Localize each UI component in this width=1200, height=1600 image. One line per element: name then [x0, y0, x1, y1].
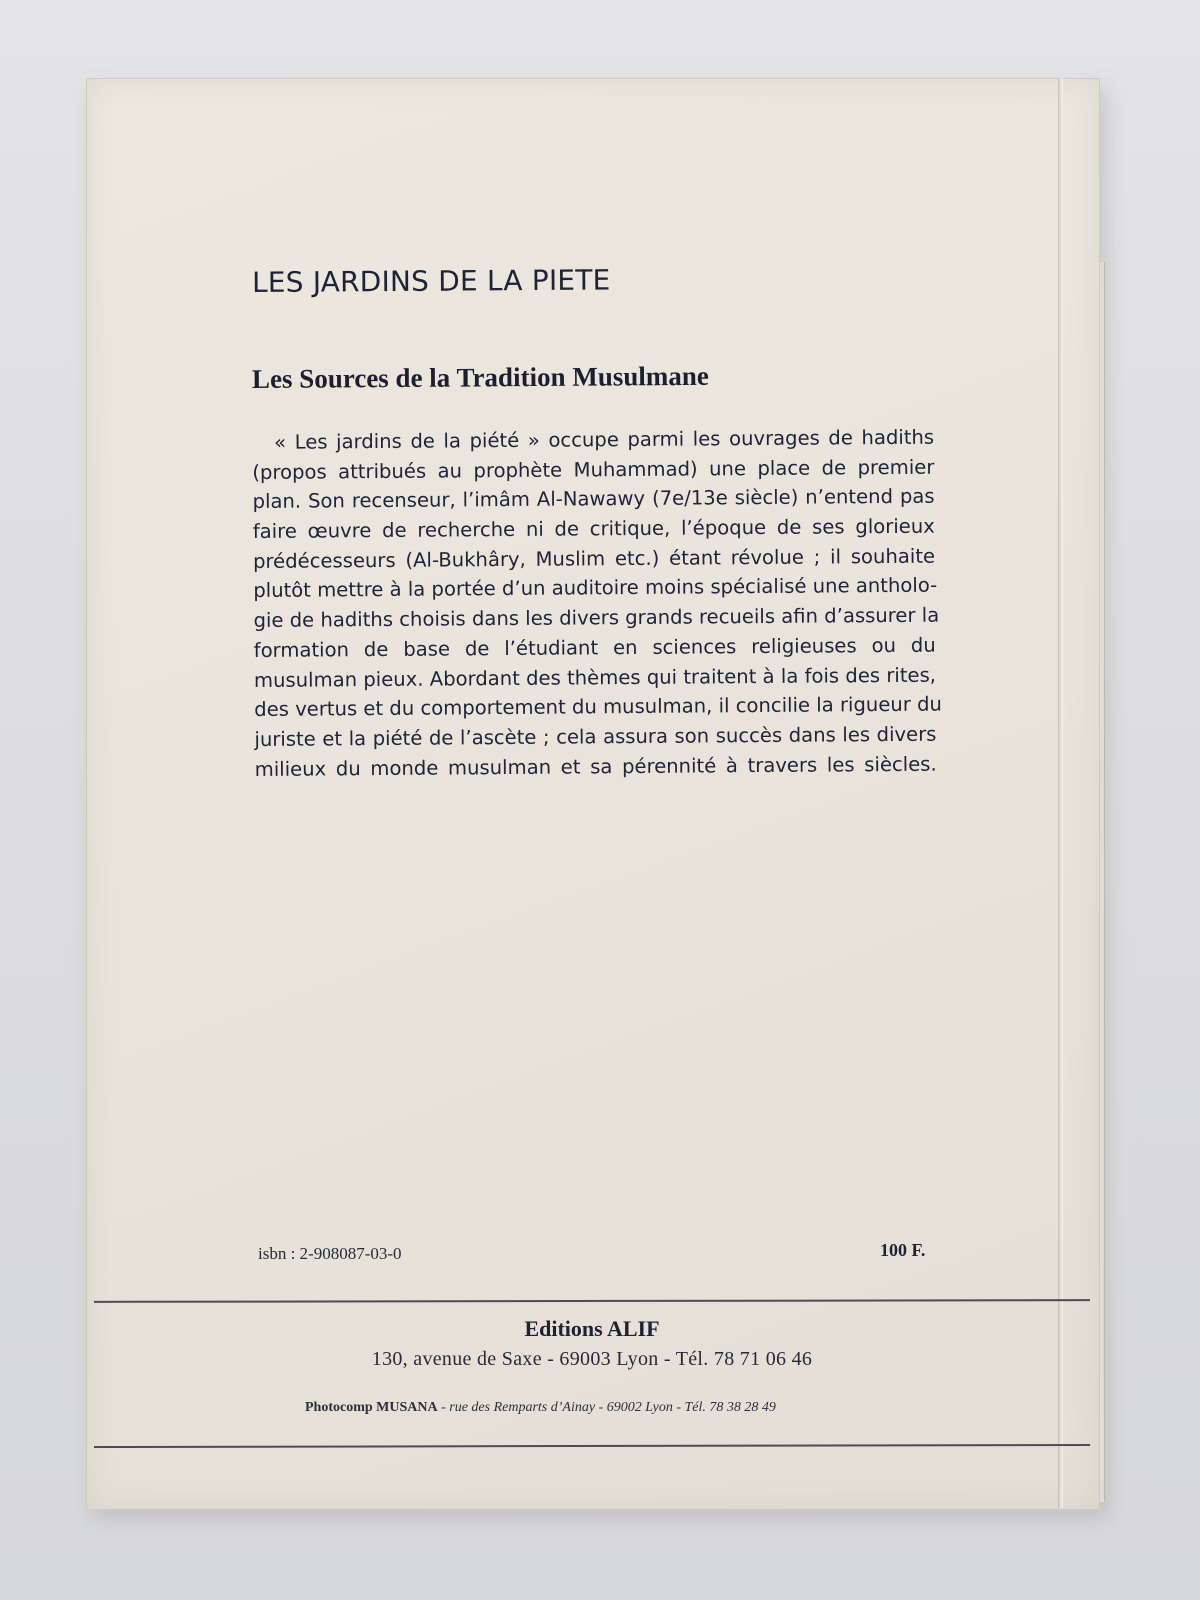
blurb-line: gie de hadiths choisis dans les divers grands recueils afin d’assurer la	[253, 603, 940, 633]
publisher-name: Editions ALIF	[524, 1316, 660, 1341]
cover-spine-fold	[1058, 78, 1063, 1508]
blurb-line: des vertus et du comportement du musulman, il concilie la rigueur du	[254, 692, 943, 722]
blurb-line: juriste et la piété de l’ascète ; cela assura son succès dans les divers	[254, 722, 937, 751]
series-title: LES JARDINS DE LA PIETE	[251, 263, 611, 299]
blurb-line: « Les jardins de la piété » occupe parmi les ouvrages de hadiths	[274, 425, 935, 454]
blurb-line: musulman pieux. Abordant des thèmes qui traitent à la fois des rites,	[253, 663, 937, 692]
blurb-line: formation de base de l’étudiant en sciences religieuses ou du	[253, 633, 936, 662]
blurb-paragraph	[252, 423, 943, 785]
blurb-line: plutôt mettre à la portée d’un auditoire moins spécialisé une antholo-	[253, 574, 938, 603]
typesetter-name: Photocomp MUSANA	[305, 1400, 438, 1415]
price: 100 F.	[880, 1240, 926, 1260]
blurb-line: prédécesseurs (Al-Bukhâry, Muslim etc.) étant révolue ; il souhaite	[252, 544, 936, 573]
publisher-address: 130, avenue de Saxe - 69003 Lyon - Tél. 78 71 06 46	[371, 1348, 813, 1370]
blurb-line: faire œuvre de recherche ni de critique, l’époque de ses glorieux	[252, 514, 935, 544]
typesetter-details: - rue des Remparts d’Ainay - 69002 Lyon - Tél. 78 38 28 49	[437, 1400, 776, 1415]
isbn-number: isbn : 2-908087-03-0	[258, 1244, 402, 1263]
blurb-line: milieux du monde musulman et sa pérennité à travers les siècles.	[254, 752, 937, 781]
typesetter-credit	[305, 1400, 776, 1416]
blurb-line: (propos attribués au prophète Muhammad) une place de premier	[252, 455, 935, 484]
book-subtitle: Les Sources de la Tradition Musulmane	[251, 360, 709, 394]
blurb-line: plan. Son recenseur, l’imâm Al-Nawawy (7e/13e siècle) n’entend pas	[252, 485, 935, 514]
